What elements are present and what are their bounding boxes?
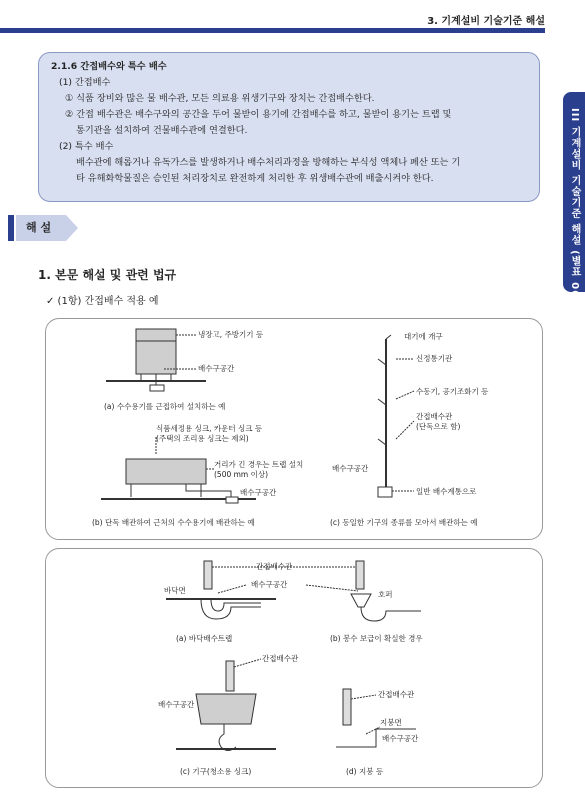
fig1-b-label3: 배수구공간 <box>240 488 277 497</box>
header-rule <box>0 28 545 33</box>
rule-item2-p1a: 배수관에 해롭거나 유독가스를 발생하거나 배수처리과정을 방해하는 부식성 액체나 폐산 또는 기 <box>76 157 461 168</box>
appliance-unit <box>136 329 176 374</box>
explain-tab <box>8 215 78 241</box>
fig1-a-caption: (a) 수수용기를 근접하여 설치하는 예 <box>104 402 226 411</box>
rule-item1-p2a: ② 간접 배수관은 배수구와의 공간을 두어 물받이 용기에 간접배수를 하고, 물받이 용기는 트랩 및 <box>65 109 452 120</box>
fig2-d-label1: 간접배수관 <box>378 690 415 699</box>
figure1-box <box>45 318 543 540</box>
rule-item1-p1: ① 식품 장비와 많은 물 배수관, 모든 의료용 위생기구와 장치는 간접배수한다. <box>65 93 375 104</box>
fig1-b-label2: 거리가 긴 경우는 트랩 설치 <box>214 460 304 469</box>
fig2-a-floor: 바닥면 <box>164 586 186 595</box>
side-tab-label: III 기계설비 기술기준 해설 (별표 06) <box>569 108 580 304</box>
explain-tab-arrow <box>66 215 78 241</box>
fig1-c-label4b: (단독으로 함) <box>416 422 461 431</box>
rule-item1-p2b: 통기관을 설치하여 건물배수관에 연결한다. <box>76 125 248 136</box>
fig1-b-caption: (b) 단독 배관하여 근처의 수수용기에 배관하는 예 <box>92 518 255 527</box>
rule-box-title: 2.1.6 간접배수와 특수 배수 <box>51 61 167 72</box>
rule-item2-p1b: 타 유해화학물질은 승인된 처리장치로 완전하게 처리한 후 위생배수관에 배출시켜야 한다. <box>76 173 434 184</box>
figure1-drawing <box>46 319 544 541</box>
fig1-c-label5: 배수구공간 <box>332 464 369 473</box>
fig2-c-label2: 배수구공간 <box>158 700 195 709</box>
explain-tab-bar <box>8 215 14 241</box>
fig1-c-label3: 수동기, 공기조화기 등 <box>416 387 489 396</box>
fig2-d-label2: 지붕면 <box>380 718 402 727</box>
fig1-b-label2b: (500 mm 이상) <box>214 470 269 479</box>
fig2-d-caption: (d) 지붕 등 <box>346 767 384 776</box>
fig2-a-caption: (a) 바닥배수트랩 <box>176 634 233 643</box>
fig1-c-label4: 간접배수관 <box>416 412 453 421</box>
explain-tab-label: 해 설 <box>16 215 66 241</box>
fig2-top-label2: 배수구공간 <box>251 580 288 589</box>
fig2-c-caption: (c) 기구(청소용 싱크) <box>180 767 252 776</box>
fig1-b-label1b: (주택의 조리용 싱크는 제외) <box>156 434 249 443</box>
figure2-box <box>45 548 543 788</box>
section-heading: 1. 본문 해설 및 관련 법규 <box>38 268 177 282</box>
sink-unit <box>126 459 206 484</box>
rule-box <box>38 52 540 202</box>
fig2-top-label1: 간접배수관 <box>256 562 293 571</box>
fig1-a-label1: 냉장고, 주방기기 등 <box>198 330 264 339</box>
rule-item1-title: (1) 간접배수 <box>59 77 111 88</box>
figure2-drawing <box>46 549 544 789</box>
fig1-c-label1: 대기에 개구 <box>404 332 443 341</box>
fig1-b-label1: 식품세정용 싱크, 카운터 싱크 등 <box>156 424 263 433</box>
fig1-c-caption: (c) 동일한 기구의 종류를 모아서 배관하는 예 <box>330 518 478 527</box>
fig1-c-label6: 일반 배수계통으로 <box>416 487 477 496</box>
header-title: 3. 기계설비 기술기준 해설 <box>427 16 545 27</box>
fig2-d-label3: 배수구공간 <box>382 734 419 743</box>
fig2-c-label1: 간접배수관 <box>262 654 299 663</box>
fig2-b-label: 호퍼 <box>378 590 393 599</box>
fig1-a-label2: 배수구공간 <box>198 364 235 373</box>
section-subheading: ✓ (1항) 간접배수 적용 예 <box>46 296 159 307</box>
rule-item2-title: (2) 특수 배수 <box>59 141 114 152</box>
fig2-b-caption: (b) 봉수 보급이 확실한 경우 <box>330 634 423 643</box>
fig1-c-label2: 신정통기관 <box>416 354 453 363</box>
